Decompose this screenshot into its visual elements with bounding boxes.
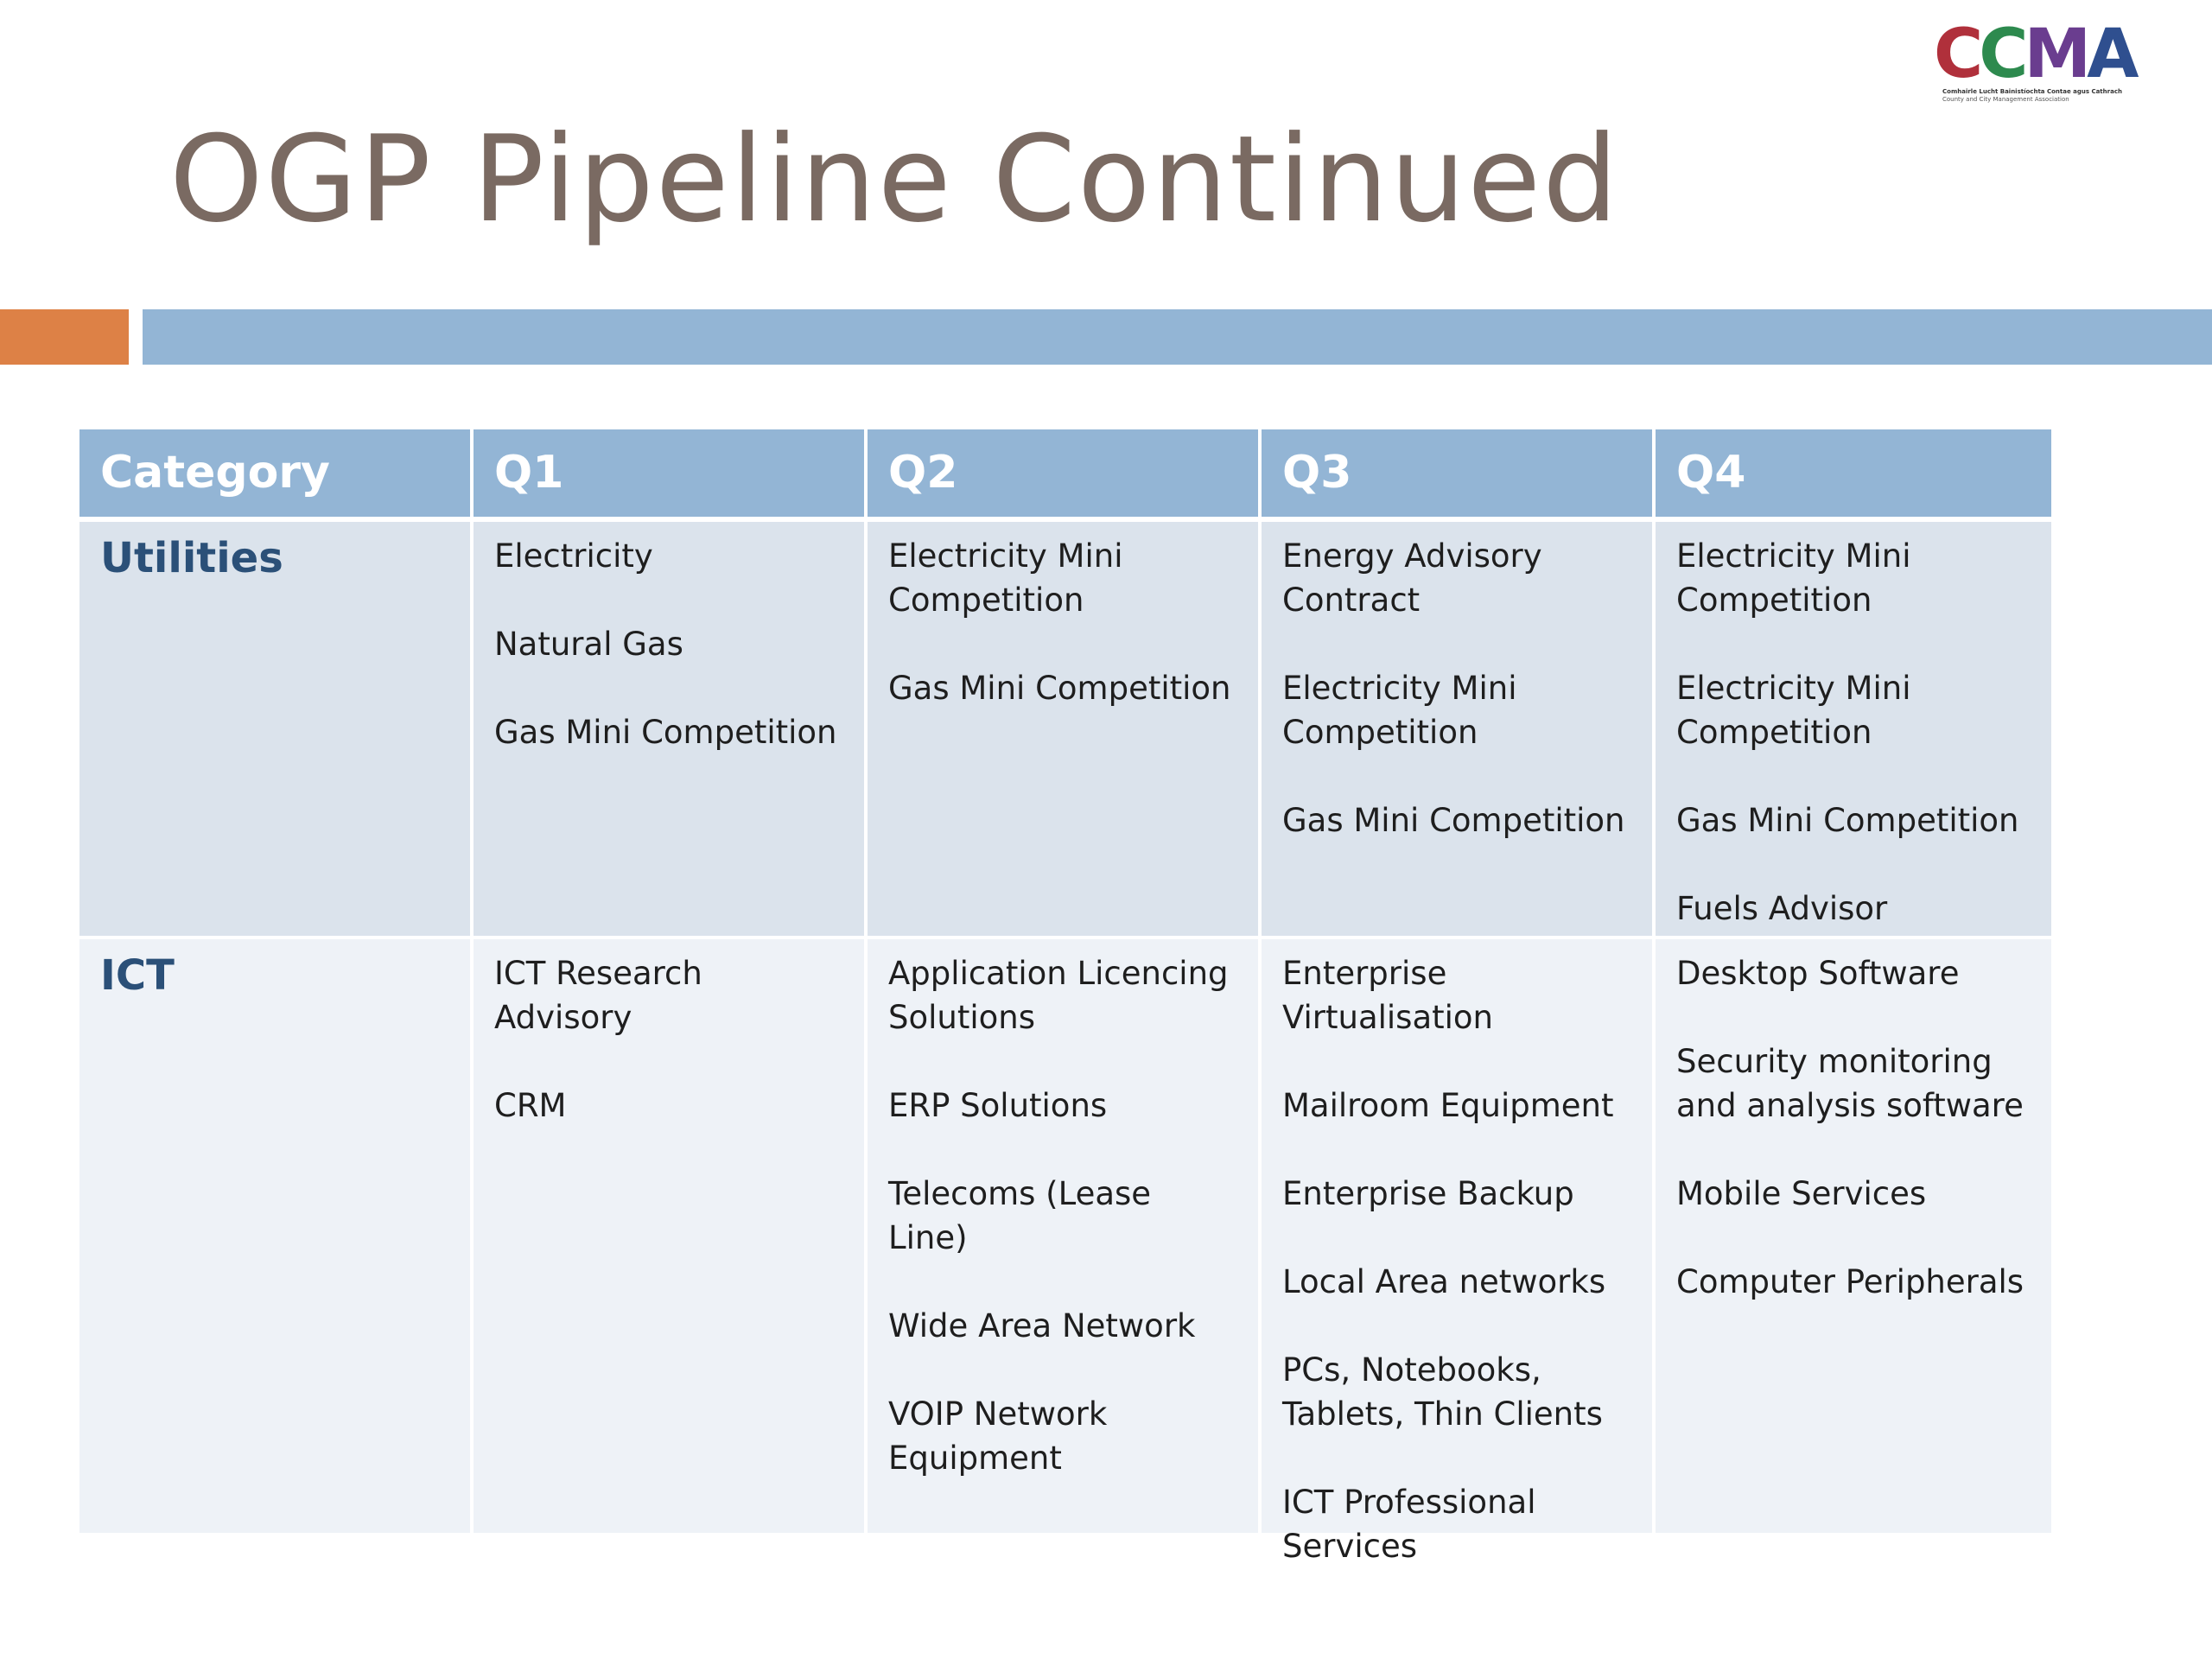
utilities-q2-cell (868, 522, 1258, 936)
ict-q2-cell (868, 936, 1258, 1533)
table-cell-item: Energy Advisory Contract (1282, 537, 1542, 619)
table-cell-item: CRM (494, 1087, 567, 1124)
table-cell-item: Electricity (494, 537, 653, 575)
table-cell-item: Gas Mini Competition (1676, 802, 2019, 839)
table-cell-item: Enterprise Backup (1282, 1175, 1574, 1212)
table-cell-item: Gas Mini Competition (1282, 802, 1625, 839)
header-q1: Q1 (474, 429, 864, 517)
category-utilities: Utilities (79, 522, 470, 936)
table-cell-item: Electricity Mini Competition (1676, 537, 1911, 619)
table-cell-item: Mailroom Equipment (1282, 1087, 1614, 1124)
table-cell-item: Telecoms (Lease Line) (888, 1175, 1152, 1256)
utilities-q4-cell (1656, 522, 2051, 936)
logo-letter: C (1934, 16, 1980, 93)
header-q2: Q2 (868, 429, 1258, 517)
header-q3: Q3 (1262, 429, 1652, 517)
ict-q4-cell (1656, 936, 2051, 1533)
table-cell-item: Desktop Software (1676, 955, 1960, 992)
ccma-logo (1934, 16, 2145, 116)
table-cell-item: VOIP Network Equipment (888, 1395, 1108, 1477)
table-cell-item: Mobile Services (1676, 1175, 1927, 1212)
logo-letter: A (2087, 16, 2135, 93)
table-cell-item: Computer Peripherals (1676, 1263, 2024, 1300)
utilities-q1-cell (474, 522, 864, 936)
table-cell-item: PCs, Notebooks, Tablets, Thin Clients (1282, 1351, 1603, 1433)
title-accent-bar (0, 309, 129, 365)
table-cell-item: Security monitoring and analysis software (1676, 1043, 2024, 1124)
table-cell-item: Electricity Mini Competition (1282, 670, 1517, 751)
table-cell-item: Fuels Advisor (1676, 890, 1888, 927)
ict-q1-cell (474, 936, 864, 1533)
logo-letter: C (1979, 16, 2024, 93)
logo-text-irish: Comhairle Lucht Bainistíochta Contae agus Cathrach (1942, 88, 2122, 95)
table-cell-item: Gas Mini Competition (494, 714, 837, 751)
table-cell-item: Wide Area Network (888, 1307, 1196, 1344)
table-cell-item: ICT Professional Services (1282, 1484, 1536, 1565)
table-cell-item: Gas Mini Competition (888, 670, 1231, 707)
header-q4: Q4 (1656, 429, 2051, 517)
logo-letter: M (2024, 16, 2088, 93)
pipeline-table (79, 429, 2048, 1565)
table-cell-item: Electricity Mini Competition (1676, 670, 1911, 751)
utilities-q3-cell (1262, 522, 1652, 936)
ict-q3-cell (1262, 936, 1652, 1565)
table-cell-item: Local Area networks (1282, 1263, 1606, 1300)
table-cell-item: Electricity Mini Competition (888, 537, 1123, 619)
table-cell-item: Application Licencing Solutions (888, 955, 1229, 1036)
table-cell-item: ERP Solutions (888, 1087, 1108, 1124)
header-category: Category (79, 429, 470, 517)
table-cell-item: ICT Research Advisory (494, 955, 702, 1036)
table-cell-item: Enterprise Virtualisation (1282, 955, 1494, 1036)
table-cell-item: Natural Gas (494, 626, 683, 663)
title-divider-bar (143, 309, 2212, 365)
category-ict: ICT (79, 936, 470, 1533)
logo-text-english: County and City Management Association (1942, 96, 2069, 103)
slide-title: OGP Pipeline Continued (169, 110, 1620, 249)
